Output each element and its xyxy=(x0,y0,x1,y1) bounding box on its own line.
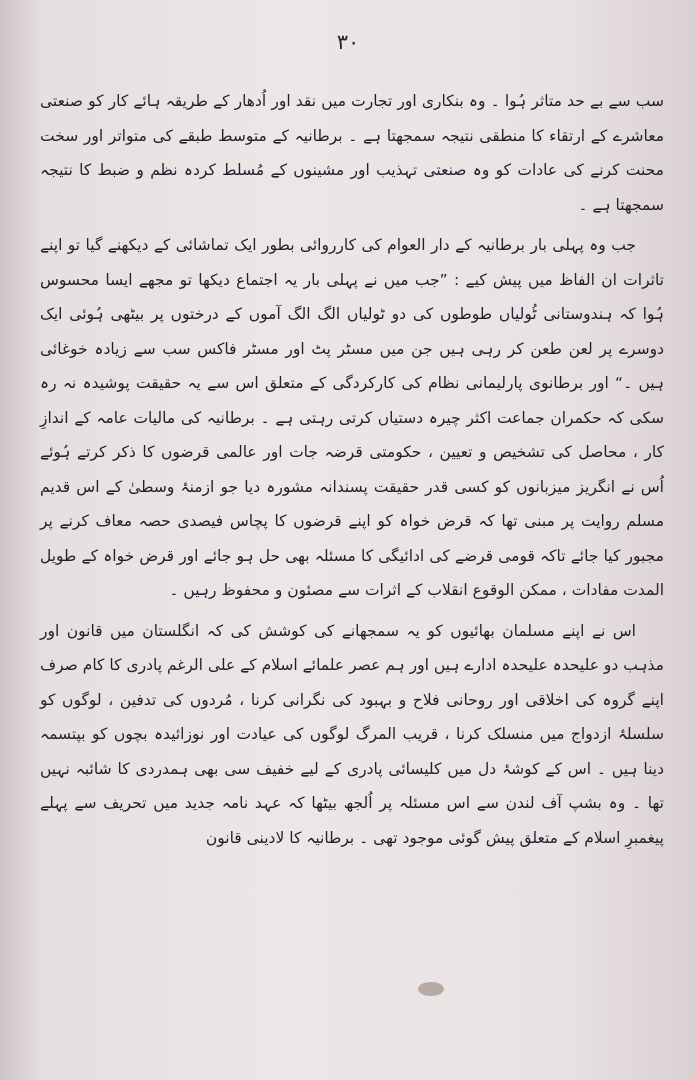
paragraph-2: جب وہ پہلی بار برطانیہ کے دار العوام کی کارروائی بطور ایک تماشائی کے دیکھنے گیا تو اپنے تاثرات ان الفاظ میں پیش کیے : ”جب میں نے پہلی بار یہ اجتماع دیکھا تو مجھے ایسا محسوس ہُوا کہ ہندوستانی ٹُولیاں طوطوں کی دو ٹولیاں الگ الگ آموں کے درختوں پر بیٹھی ہُوئی ایک دوسرے پر لعن طعن کر رہی ہیں جن میں مسٹر پٹ اور مسٹر فاکس سب سے زیادہ خوغائی ہیں ۔“ اور برطانوی پارلیمانی نظام کی کارکردگی کے متعلق اس سے یہ حقیقت پوشیدہ نہ رہ سکی کہ حکمران جماعت اکثر چیرہ دستیاں کرتی رہتی ہے ۔ برطانیہ کی مالیات عامہ کے اندازِ کار ، محاصل کی تشخیص و تعیین ، حکومتی قرضہ جات اور عالمی قرضوں کا ذکر کرتے ہُوئے اُس نے انگریز میزبانوں کو کسی قدر حقیقت پسندانہ مشورہ دیا جو ازمنۂ وسطیٰ کے اس قدیم مسلم روایت پر مبنی تھا کہ قرض خواہ کو اپنے قرضوں کا پچاس فیصدی حصہ معاف کرنے پر مجبور کیا جائے تاکہ قومی قرضے کی ادائیگی کا مسئلہ بھی حل ہو جائے اور قرض خواہ کے طویل المدت مفادات ، ممکن الوقوع انقلاب کے اثرات سے مصئون و محفوظ رہیں ۔ xyxy=(40,236,664,599)
paragraph-3: اس نے اپنے مسلمان بھائیوں کو یہ سمجھانے کی کوشش کی کہ انگلستان میں قانون اور مذہب دو علیحدہ علیحدہ ادارے ہیں اور ہم عصر علمائے اسلام کے علی الرغم پادری کا کام صرف اپنے گروہ کی اخلاقی اور روحانی فلاح و بہبود کی نگرانی کرنا ، مُردوں کی تدفین ، لوگوں کو سلسلۂ ازدواج میں منسلک کرنا ، قریب المرگ لوگوں کی عیادت اور نوزائیدہ بچوں کو بپتسمہ دینا ہیں ۔ اس کے کوشۂ دل میں کلیسائی پادری کے لیے خفیف سی بھی ہمدردی کا شائبہ نہیں تھا ۔ وہ بشپ آف لندن سے اس مسئلہ پر اُلجھ بیٹھا کہ عہد نامہ جدید میں تحریف سے پہلے پیغمبرِ اسلام کے متعلق پیش گوئی موجود تھی ۔ برطانیہ کا لادینی قانون xyxy=(40,621,664,847)
paragraph-1: سب سے بے حد متاثر ہُوا ۔ وہ بنکاری اور تجارت میں نقد اور اُدھار کے طریقہ ہائے کار کو صنعتی معاشرے کے ارتقاء کا منطقی نتیجہ سمجھتا ہے ۔ برطانیہ کے متوسط طبقے کی متواتر اور سخت محنت کرنے کی عادات کو وہ صنعتی تہذیب اور مشینوں کے مُسلط کردہ نظم و ضبط کا نتیجہ سمجھتا ہے ۔ xyxy=(40,92,664,214)
body-text xyxy=(40,84,664,861)
ink-stain xyxy=(418,982,444,996)
page-number: ۳۰ xyxy=(336,30,360,54)
